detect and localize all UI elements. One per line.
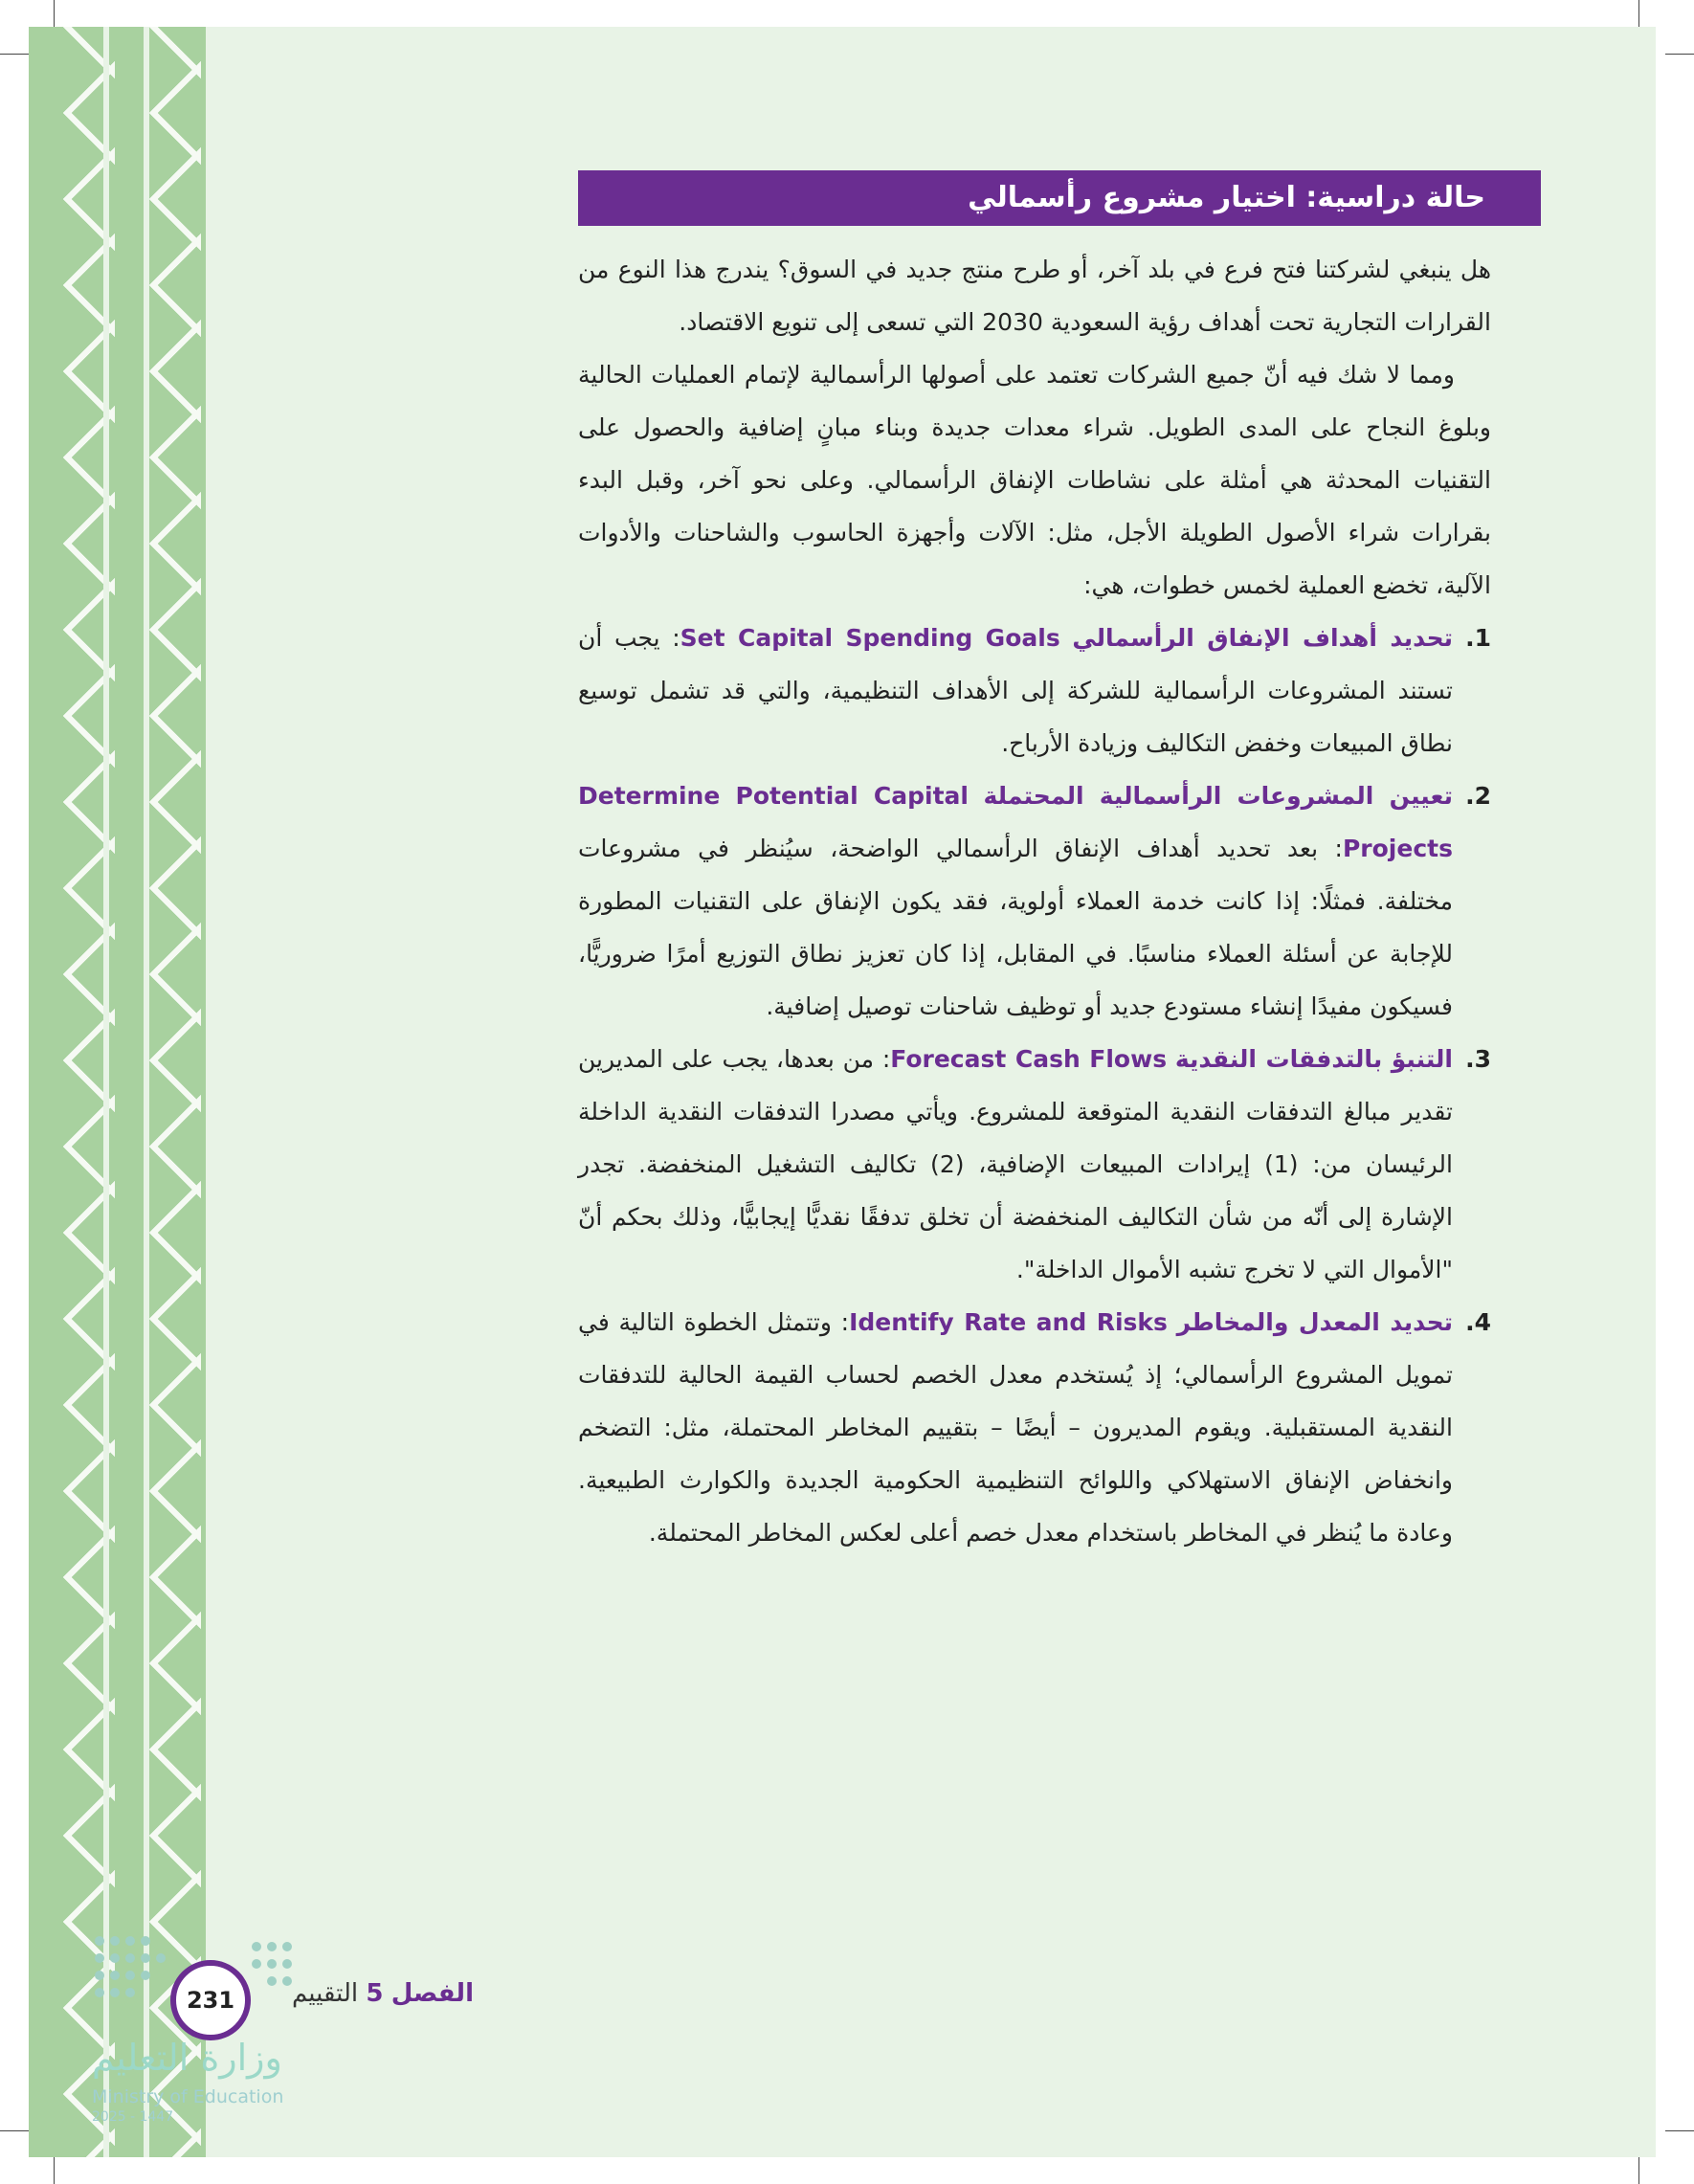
band-stripe — [103, 27, 109, 2157]
ministry-name-ar: وزارة التعليم — [92, 2037, 282, 2079]
step-title-en: Set Capital Spending Goals — [680, 624, 1060, 652]
step-item — [578, 612, 1491, 769]
step-number: 4. — [1465, 1308, 1491, 1336]
case-study-heading: حالة دراسية: اختيار مشروع رأسمالي — [578, 170, 1541, 226]
step-number: 2. — [1465, 782, 1491, 810]
step-item — [578, 1296, 1491, 1559]
chapter-title: التقييم — [292, 1979, 359, 2008]
step-number: 3. — [1465, 1045, 1491, 1073]
decorative-side-band — [29, 27, 206, 2157]
chapter-number: 5 — [366, 1979, 384, 2008]
step-title-en: Determine Potential Capital Projects — [578, 782, 1453, 862]
crop-mark — [54, 0, 55, 27]
step-title: التنبؤ بالتدفقات النقدية — [1174, 1045, 1453, 1073]
chapter-word: الفصل — [390, 1979, 474, 2008]
body-paragraph: ومما لا شك فيه أنّ جميع الشركات تعتمد على أصولها الرأسمالية لإتمام العمليات الحالية وبلوغ النجاح على المدى الطويل. شراء معدات جديدة وبناء مبانٍ إضافية والحصول على التقنيات المحدثة هي أمثلة على نشاطات الإنفاق الرأسمالي. وعلى نحو آخر، وقبل البدء بقرارات شراء الأصول الطويلة الأجل، مثل: الآلات وأجهزة الحاسوب والشاحنات والأدوات الآلية، تخضع العملية لخمس خطوات، هي: — [578, 361, 1491, 599]
article-body — [578, 243, 1491, 1559]
crop-mark — [1638, 0, 1639, 27]
crop-mark — [0, 2130, 29, 2131]
step-body: : وتتمثل الخطوة التالية في تمويل المشروع الرأسمالي؛ إذ يُستخدم معدل الخصم لحساب القيمة الحالية للتدفقات النقدية المستقبلية. ويقوم المديرون – أيضًا – بتقييم المخاطر المحتملة، مثل: التضخم وانخفاض الإنفاق الاستهلاكي واللوائح التنظيمية الحكومية الجديدة والكوارث الطبيعية. وعادة ما يُنظر في المخاطر باستخدام معدل خصم أعلى لعكس المخاطر المحتملة. — [578, 1308, 1453, 1547]
step-body: : يجب أن تستند المشروعات الرأسمالية للشركة إلى الأهداف التنظيمية، والتي قد تشمل توسيع نطاق المبيعات وخفض التكاليف وزيادة الأرباح. — [578, 624, 1453, 757]
step-item — [578, 769, 1491, 1033]
step-title: تحديد المعدل والمخاطر — [1176, 1308, 1453, 1336]
crop-mark — [54, 2157, 55, 2184]
step-body: : من بعدها، يجب على المديرين تقدير مبالغ التدفقات النقدية المتوقعة للمشروع. ويأتي مصدرا التدفقات النقدية الداخلة الرئيسان من: (1) إيرادات المبيعات الإضافية، (2) تكاليف التشغيل المنخفضة. تجدر الإشارة إلى أنّه من شأن التكاليف المنخفضة أن تخلق تدفقًا نقديًّا إيجابيًّا، وذلك بحكم أنّ "الأموال التي لا تخرج تشبه الأموال الداخلة". — [578, 1045, 1453, 1283]
crop-mark — [1638, 2157, 1639, 2184]
step-item — [578, 1033, 1491, 1296]
step-number: 1. — [1465, 624, 1491, 652]
step-title: تحديد أهداف الإنفاق الرأسمالي — [1072, 624, 1453, 652]
crop-mark — [1665, 2130, 1694, 2131]
edition-year: 2025 - 1447 — [92, 2109, 174, 2125]
crop-mark — [0, 54, 29, 55]
step-title-en: Forecast Cash Flows — [890, 1045, 1168, 1073]
step-title-en: Identify Rate and Risks — [849, 1308, 1168, 1336]
crop-mark — [1665, 54, 1694, 55]
page-footer — [86, 1922, 536, 2132]
intro-paragraph: هل ينبغي لشركتنا فتح فرع في بلد آخر، أو طرح منتج جديد في السوق؟ يندرج هذا النوع من القرارات التجارية تحت أهداف رؤية السعودية 2030 التي تسعى إلى تنويع الاقتصاد. — [578, 256, 1491, 336]
chapter-label — [292, 1979, 474, 2008]
band-stripe — [144, 27, 149, 2157]
ministry-name-en: Ministry of Education — [92, 2086, 284, 2107]
page-number-badge: 231 — [170, 1960, 251, 2040]
step-title: تعيين المشروعات الرأسمالية المحتملة — [983, 782, 1453, 810]
step-body: : بعد تحديد أهداف الإنفاق الرأسمالي الواضحة، سيُنظر في مشروعات مختلفة. فمثلًا: إذا كانت خدمة العملاء أولوية، فقد يكون الإنفاق على التقنيات المطورة للإجابة عن أسئلة العملاء مناسبًا. في المقابل، إذا كان تعزيز نطاق التوزيع أمرًا ضروريًّا، فسيكون مفيدًا إنشاء مستودع جديد أو توظيف شاحنات توصيل إضافية. — [578, 835, 1453, 1020]
